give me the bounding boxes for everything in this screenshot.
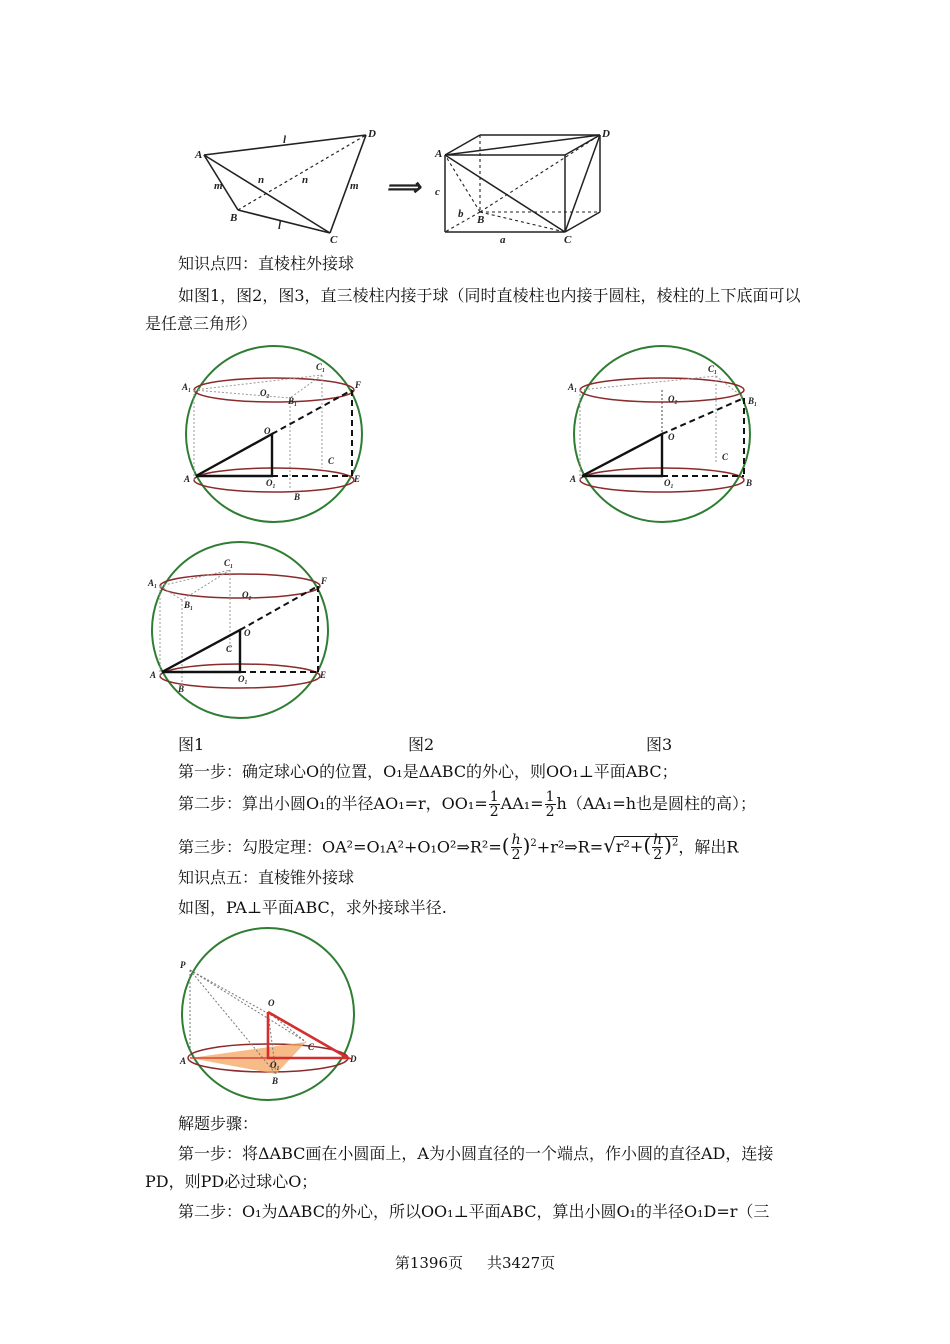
tetrahedron-to-box-figure	[190, 125, 630, 245]
fig2-label-C: C	[722, 452, 729, 462]
frac-num: 1	[489, 789, 499, 805]
fig3-label-C1: C₁	[224, 558, 234, 568]
box-label-c: c	[435, 186, 440, 198]
frac-num-2: 1	[545, 789, 555, 805]
fig3-label-A: A	[150, 670, 157, 680]
page-number: 第1396页	[394, 1254, 463, 1272]
fig3-label-B: B	[178, 684, 185, 694]
fig3-label-O2: O₂	[242, 590, 252, 600]
kp4-step3: 第三步：勾股定理：OA²=O₁A²+O₁O²⇒R²=( $\frac{h}{2}$ )$^2$+r²⇒R=√r²+( $\frac{h}{2}$ )$^2$，解出R	[178, 832, 739, 864]
fraction-h-over-2-b	[652, 833, 663, 862]
tet-label-n-2: n	[302, 174, 309, 186]
fig2-label-A1: A₁	[568, 382, 578, 392]
fraction-one-half	[489, 790, 500, 819]
kp5-title: 知识点五：直棱锥外接球	[178, 868, 355, 887]
kp4-title: 知识点四：直棱柱外接球	[178, 254, 355, 273]
fig2-label-O2: O₂	[668, 394, 678, 404]
kp4-step2	[178, 790, 756, 819]
fig1-label-C: C	[328, 456, 335, 466]
fig2-label-O: O	[668, 432, 675, 442]
fig2-label-A: A	[570, 474, 577, 484]
fig1-label-B: B	[294, 492, 301, 502]
figure-pyramid-in-sphere	[176, 926, 360, 1106]
fig2-label-C1: C₁	[708, 364, 718, 374]
frac-den-2: 2	[545, 804, 555, 820]
caption-figure-1: 图1	[178, 735, 205, 754]
figure-3-prism-in-sphere	[146, 536, 338, 726]
fraction-h-over-2	[511, 833, 522, 862]
page-footer	[0, 1252, 950, 1273]
frac-h-den-2: 2	[653, 847, 663, 864]
pyr-label-O1: O₁	[270, 1060, 280, 1070]
pyr-label-B: B	[272, 1076, 279, 1086]
kp4-step1: 第一步：确定球心O的位置，O₁是ΔABC的外心，则OO₁⊥平面ABC；	[178, 762, 678, 781]
fraction-one-half-2	[545, 790, 556, 819]
fig3-label-O: O	[244, 628, 251, 638]
fig1-label-C1: C₁	[316, 362, 326, 372]
box-label-a: a	[500, 234, 506, 245]
kp5-step2: 第二步：O₁为ΔABC的外心，所以OO₁⊥平面ABC，算出小圆O₁的半径O₁D=r（三	[178, 1202, 770, 1221]
kp5-step1-line1: 第一步：将ΔABC画在小圆面上，A为小圆直径的一个端点，作小圆的直径AD，连接	[178, 1144, 774, 1163]
fig1-label-E: E	[354, 474, 361, 484]
figure-1-prism-in-sphere	[180, 340, 372, 530]
frac-h-den: 2	[511, 847, 521, 864]
box-label-b: b	[458, 208, 464, 220]
total-pages: 共3427页	[487, 1254, 556, 1272]
kp4-step3-text-b: +r²⇒R=	[536, 837, 604, 857]
tet-label-n-1: n	[258, 174, 265, 186]
kp4-para-line1: 如图1，图2，图3，直三棱柱内接于球（同时直棱柱也内接于圆柱，棱柱的上下底面可以	[178, 286, 801, 305]
box-label-D: D	[602, 128, 610, 140]
kp4-step2-text-b: AA₁=	[500, 794, 544, 813]
kp5-solve-title: 解题步骤：	[178, 1114, 259, 1133]
fig3-label-A1: A₁	[148, 578, 158, 588]
pyr-label-O: O	[268, 998, 275, 1008]
figure-2-prism-in-sphere	[566, 340, 758, 530]
box-label-A: A	[435, 148, 443, 160]
frac-den: 2	[489, 804, 499, 820]
fig1-label-O: O	[264, 426, 271, 436]
implies-arrow: ⟹	[386, 175, 421, 201]
fig3-label-C: C	[226, 644, 233, 654]
tet-label-A: A	[195, 149, 203, 161]
caption-figure-3: 图3	[646, 735, 673, 754]
pyr-label-D: D	[350, 1054, 357, 1064]
kp4-para-line2: 是任意三角形）	[145, 314, 258, 333]
fig2-label-O1: O₁	[664, 478, 674, 488]
fig3-label-O1: O₁	[238, 674, 248, 684]
kp4-step2-text-a: 第二步：算出小圆O₁的半径AO₁=r，OO₁=	[178, 794, 488, 813]
kp5-para: 如图，PA⊥平面ABC，求外接球半径.	[178, 898, 447, 917]
tet-label-m-left: m	[214, 180, 223, 192]
kp5-step1-line2: PD，则PD必过球心O；	[145, 1172, 318, 1191]
fig2-label-B: B	[746, 478, 753, 488]
pyr-label-A: A	[180, 1056, 187, 1066]
caption-figure-2: 图2	[408, 735, 435, 754]
tet-label-l-bottom: l	[278, 220, 282, 232]
fig1-label-B1: B₁	[288, 396, 298, 406]
tet-label-l-top: l	[283, 134, 287, 146]
tet-label-D: D	[368, 128, 376, 140]
fig3-label-F: F	[321, 576, 328, 586]
kp4-step3-text-c: ，解出R	[678, 837, 739, 857]
frac-h-num-2: h	[653, 832, 663, 849]
kp4-step3-text-a: 第三步：勾股定理：OA²=O₁A²+O₁O²⇒R²=	[178, 837, 502, 857]
kp4-step2-text-c: h（AA₁=h也是圆柱的高）；	[556, 794, 757, 813]
pyr-label-C: C	[308, 1042, 315, 1052]
pyr-label-P: P	[180, 960, 186, 970]
fig3-label-E: E	[320, 670, 327, 680]
fig2-label-B1: B₁	[748, 396, 758, 406]
fig1-label-A: A	[184, 474, 191, 484]
fig1-label-A1: A₁	[182, 382, 192, 392]
tet-label-C: C	[330, 234, 338, 245]
fig3-label-B1: B₁	[184, 600, 194, 610]
tet-label-B: B	[230, 212, 238, 224]
fig1-label-O2: O₂	[260, 388, 270, 398]
frac-h-num: h	[511, 832, 521, 849]
fig1-label-O1: O₁	[266, 478, 276, 488]
tet-label-m-right: m	[350, 180, 359, 192]
box-label-B: B	[477, 214, 485, 226]
box-label-C: C	[564, 234, 572, 245]
fig1-label-F: F	[355, 380, 362, 390]
